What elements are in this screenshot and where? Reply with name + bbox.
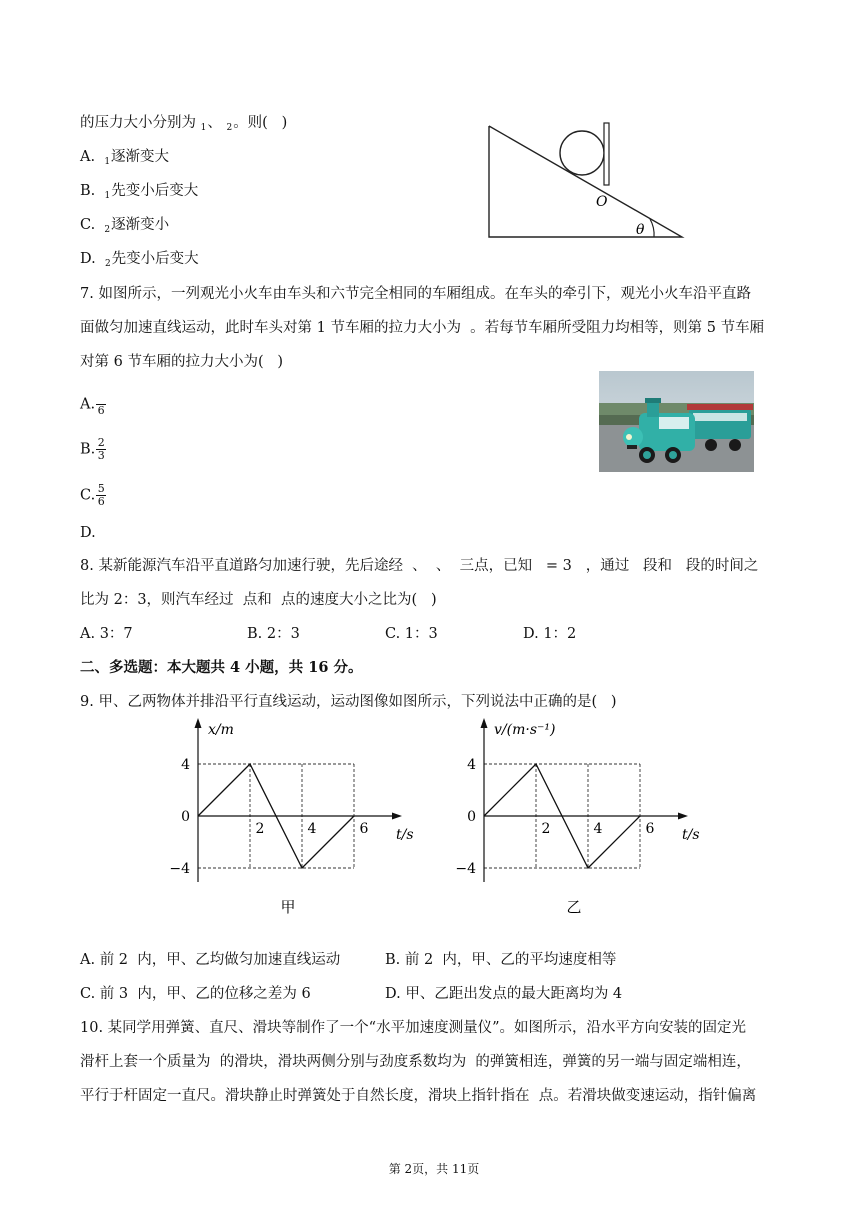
q6-option-a: A. $_1$逐渐变大 — [80, 149, 170, 167]
fraction: 6 — [96, 392, 106, 417]
chart-yi-xtick-label: 6 — [645, 821, 655, 837]
q8-option-c: C. 1：3 — [385, 626, 438, 642]
section-2-heading: 二、多选题：本大题共 4 小题，共 16 分。 — [80, 659, 363, 676]
page-footer: 第 2页，共 11页 — [388, 1162, 480, 1176]
q8-option-d: D. 1：2 — [523, 626, 577, 642]
train-picture — [599, 371, 754, 472]
train-photo — [599, 371, 754, 472]
q7-line-1: 7. 如图所示，一列观光小火车由车头和六节完全相同的车厢组成。在车头的牵引下，观光小火车沿平直路 — [80, 286, 751, 302]
q7-line-2: 面做匀加速直线运动，此时车头对第 1 节车厢的拉力大小为 。若每节车厢所受阻力均相等，则第 5 节车厢 — [80, 320, 765, 336]
chart-yi-axes — [481, 718, 689, 882]
q6-option-d: D. $_2$先变小后变大 — [80, 251, 199, 269]
chart-yi-ylabel: v/(m·s⁻¹) — [494, 722, 556, 738]
q8-line-1: 8. 某新能源汽车沿平直道路匀加速行驶，先后途经 、 、 三点，已知 = 3 ，通过 段和 段的时间之 — [80, 558, 759, 574]
q9-option-c: C. 前 3 内，甲、乙的位移之差为 6 — [80, 986, 311, 1002]
chart-yi — [446, 712, 706, 922]
q8-option-b: B. 2：3 — [247, 626, 300, 642]
ball-circle — [560, 131, 604, 175]
chart-jia-xtick-label: 4 — [307, 821, 317, 837]
chart-jia-ytick-label: 4 — [181, 757, 190, 773]
q10-line-3: 平行于杆固定一直尺。滑块静止时弹簧处于自然长度，滑块上指针指在 点。若滑块做变速运动，指针偏离 — [80, 1088, 757, 1104]
chart-jia-ytick-label: 0 — [181, 809, 190, 825]
chart-yi-ticks — [455, 757, 654, 877]
chart-yi-x-arrow — [678, 813, 688, 820]
chart-jia-xtick-label: 6 — [359, 821, 369, 837]
vertical-board — [604, 123, 609, 185]
chart-yi-ytick-label: 4 — [467, 757, 476, 773]
incline-outline — [489, 126, 682, 237]
fraction: $\frac{2}{3}$ — [97, 436, 105, 462]
chart-jia-xtick-label: 2 — [255, 821, 265, 837]
q6-option-b: B. $_1$先变小后变大 — [80, 183, 199, 201]
q9-stem: 9. 甲、乙两物体并排沿平行直线运动，运动图像如图所示，下列说法中正确的是( ) — [80, 694, 617, 710]
q6-option-c: C. $_2$逐渐变小 — [80, 217, 170, 235]
chart-yi-caption: 乙 — [566, 898, 582, 916]
q7-line-3: 对第 6 节车厢的拉力大小为( ) — [80, 354, 284, 370]
q8-line-2: 比为 2：3，则汽车经过 点和 点的速度大小之比为( ) — [80, 592, 437, 608]
chart-yi-xtick-label: 4 — [593, 821, 603, 837]
q7-option-d: D. — [80, 525, 96, 541]
q7-option-b: B. $\frac{2}{3}$ — [80, 436, 105, 462]
q10-line-2: 滑杆上套一个质量为 的滑块，滑块两侧分别与劲度系数均为 的弹簧相连，弹簧的另一端与固定端相连， — [80, 1054, 751, 1070]
angle-theta-label: θ — [636, 222, 645, 238]
chart-jia-ticks — [169, 757, 368, 877]
chart-yi-y-arrow — [481, 718, 488, 728]
chart-yi-ytick-label: 0 — [467, 809, 476, 825]
chart-jia-axes — [195, 718, 403, 882]
q7-option-c: C. $\frac{5}{6}$ — [80, 482, 105, 508]
fraction: $\frac{5}{6}$ — [97, 482, 105, 508]
chart-yi-xlabel: t/s — [682, 827, 700, 843]
chart-jia-x-arrow — [392, 813, 402, 820]
q8-option-a: A. 3：7 — [80, 626, 133, 642]
q9-option-d: D. 甲、乙距出发点的最大距离均为 4 — [385, 986, 623, 1002]
chart-jia-ylabel: x/m — [208, 722, 234, 738]
chart-jia-y-arrow — [195, 718, 202, 728]
q10-line-1: 10. 某同学用弹簧、直尺、滑块等制作了一个“水平加速度测量仪”。如图所示，沿水平方向安装的固定光 — [80, 1020, 746, 1036]
point-o-label: O — [596, 194, 608, 210]
chart-jia-caption: 甲 — [280, 898, 296, 916]
incline-figure — [480, 118, 690, 244]
chart-yi-xtick-label: 2 — [541, 821, 551, 837]
chart-yi-ytick-label: −4 — [455, 861, 476, 877]
q9-option-a: A. 前 2 内，甲、乙均做匀加速直线运动 — [80, 952, 341, 968]
q7-option-a: A. 6 — [80, 392, 106, 417]
chart-jia-ytick-label: −4 — [169, 861, 190, 877]
q6-stem: 的压力大小分别为 $_1$、 $_2$。则( ) — [80, 115, 288, 133]
q9-option-b: B. 前 2 内，甲、乙的平均速度相等 — [385, 952, 617, 968]
chart-jia-xlabel: t/s — [396, 827, 414, 843]
chart-jia — [160, 712, 420, 922]
angle-arc — [650, 219, 654, 237]
